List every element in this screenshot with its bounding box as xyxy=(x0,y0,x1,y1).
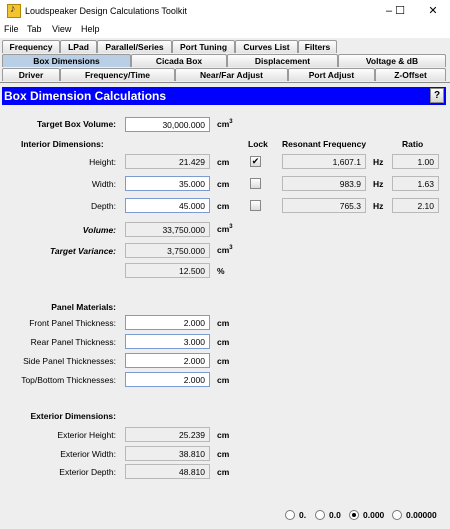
front-panel-unit: cm xyxy=(217,318,230,328)
top-bottom-input[interactable] xyxy=(125,372,210,387)
tab-displacement[interactable]: Displacement xyxy=(227,54,338,67)
precision-radio-1[interactable] xyxy=(315,510,325,520)
width-freq-unit: Hz xyxy=(373,179,384,189)
menu-bar xyxy=(0,23,450,37)
tab-curves-list[interactable]: Curves List xyxy=(235,40,298,53)
width-lock-checkbox[interactable] xyxy=(250,178,261,189)
menu-view[interactable]: View xyxy=(52,24,72,34)
target-volume-input[interactable] xyxy=(125,117,210,132)
variance-percent-field xyxy=(125,263,210,278)
rear-panel-input[interactable] xyxy=(125,334,210,349)
height-ratio xyxy=(392,154,439,169)
depth-input[interactable] xyxy=(125,198,210,213)
precision-radio-0[interactable] xyxy=(285,510,295,520)
menu-tab[interactable]: Tab xyxy=(27,24,42,34)
maximize-button[interactable]: ☐ xyxy=(395,5,405,17)
depth-ratio xyxy=(392,198,439,213)
panel-header xyxy=(2,87,446,105)
depth-unit: cm xyxy=(217,201,230,211)
depth-lock-checkbox[interactable] xyxy=(250,200,261,211)
window-title: Loudspeaker Design Calculations Toolkit xyxy=(25,6,187,16)
tab-voltage-db[interactable]: Voltage & dB xyxy=(338,54,446,67)
lock-header: Lock xyxy=(248,139,268,149)
tab-lpad[interactable]: LPad xyxy=(60,40,97,53)
precision-label-3: 0.00000 xyxy=(406,510,437,520)
precision-label-0: 0. xyxy=(299,510,307,520)
height-resonant-frequency xyxy=(282,154,366,169)
resonant-frequency-header: Resonant Frequency xyxy=(282,139,367,149)
tab-port-tuning[interactable]: Port Tuning xyxy=(172,40,235,53)
help-button[interactable]: ? xyxy=(430,88,444,103)
panel-materials-label: Panel Materials: xyxy=(51,302,116,312)
title-bar xyxy=(0,0,450,23)
front-panel-label: Front Panel Thickness: xyxy=(29,318,116,328)
tab-strip xyxy=(0,38,450,82)
precision-label-1: 0.0 xyxy=(329,510,341,520)
top-bottom-unit: cm xyxy=(217,375,230,385)
exterior-height-unit: cm xyxy=(217,430,230,440)
height-freq-unit: Hz xyxy=(373,157,384,167)
exterior-width-label: Exterior Width: xyxy=(60,449,116,459)
height-unit: cm xyxy=(217,157,230,167)
tab-near-far-adjust[interactable]: Near/Far Adjust xyxy=(175,68,288,81)
precision-radio-2[interactable] xyxy=(349,510,359,520)
minimize-button[interactable]: – xyxy=(385,5,393,17)
exterior-width-unit: cm xyxy=(217,449,230,459)
precision-label-2: 0.000 xyxy=(363,510,385,520)
target-volume-unit: $cm^3$ xyxy=(217,119,233,129)
width-resonant-frequency xyxy=(282,176,366,191)
tab-driver[interactable]: Driver xyxy=(2,68,60,81)
tab-port-adjust[interactable]: Port Adjust xyxy=(288,68,375,81)
depth-label: Depth: xyxy=(90,201,116,211)
exterior-depth-label: Exterior Depth: xyxy=(59,467,116,477)
menu-help[interactable]: Help xyxy=(81,24,100,34)
width-unit: cm xyxy=(217,179,230,189)
front-panel-input[interactable] xyxy=(125,315,210,330)
volume-label: Volume: xyxy=(82,225,116,235)
menu-file[interactable]: File xyxy=(4,24,19,34)
interior-dimensions-label: Interior Dimensions: xyxy=(21,139,104,149)
width-input[interactable] xyxy=(125,176,210,191)
tab-parallel-series[interactable]: Parallel/Series xyxy=(97,40,172,53)
variance-percent-unit: % xyxy=(217,266,225,276)
tab-filters[interactable]: Filters xyxy=(298,40,337,53)
side-panel-input[interactable] xyxy=(125,353,210,368)
exterior-height-field xyxy=(125,427,210,442)
target-variance-unit: $cm^3$ xyxy=(217,245,233,255)
target-volume-label: Target Box Volume: xyxy=(36,119,116,129)
app-icon xyxy=(7,4,21,18)
panel-title: Box Dimension Calculations xyxy=(4,89,167,103)
target-variance-label: Target Variance: xyxy=(50,246,116,256)
ratio-header: Ratio xyxy=(402,139,424,149)
exterior-dimensions-label: Exterior Dimensions: xyxy=(30,411,116,421)
height-label: Height: xyxy=(89,157,116,167)
rear-panel-label: Rear Panel Thickness: xyxy=(30,337,116,347)
tab-z-offset[interactable]: Z-Offset xyxy=(375,68,446,81)
height-field xyxy=(125,154,210,169)
side-panel-label: Side Panel Thicknesses: xyxy=(23,356,116,366)
rear-panel-unit: cm xyxy=(217,337,230,347)
side-panel-unit: cm xyxy=(217,356,230,366)
precision-radio-3[interactable] xyxy=(392,510,402,520)
tab-cicada-box[interactable]: Cicada Box xyxy=(131,54,227,67)
target-variance-field xyxy=(125,243,210,258)
exterior-depth-unit: cm xyxy=(217,467,230,477)
exterior-height-label: Exterior Height: xyxy=(57,430,116,440)
tab-frequency-time[interactable]: Frequency/Time xyxy=(60,68,175,81)
depth-freq-unit: Hz xyxy=(373,201,384,211)
depth-resonant-frequency xyxy=(282,198,366,213)
tab-box-dimensions[interactable]: Box Dimensions xyxy=(2,54,131,67)
width-label: Width: xyxy=(91,179,116,189)
tab-frequency[interactable]: Frequency xyxy=(2,40,60,53)
volume-unit: $cm^3$ xyxy=(217,224,233,234)
exterior-width-field xyxy=(125,446,210,461)
width-ratio xyxy=(392,176,439,191)
box-dimensions-panel xyxy=(0,82,450,529)
height-lock-checkbox[interactable]: ✔ xyxy=(251,156,260,166)
top-bottom-label: Top/Bottom Thicknesses: xyxy=(21,375,116,385)
close-button[interactable]: ✕ xyxy=(428,5,438,17)
volume-field xyxy=(125,222,210,237)
exterior-depth-field xyxy=(125,464,210,479)
